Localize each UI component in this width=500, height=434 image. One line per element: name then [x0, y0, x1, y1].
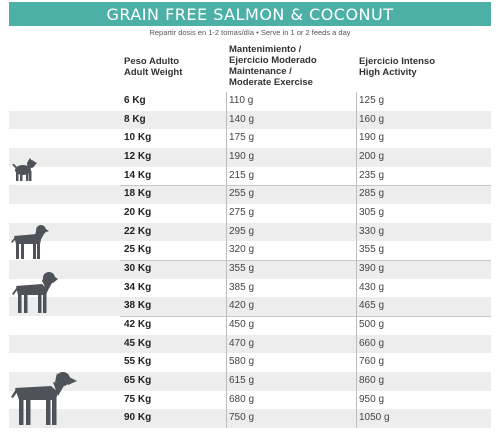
weight-cell: 90 Kg: [124, 412, 152, 424]
header-line: Maintenance /: [229, 66, 292, 77]
maintenance-cell: 255 g: [229, 188, 255, 200]
header-line: Ejercicio Moderado: [229, 55, 317, 66]
group-separator: [120, 316, 491, 317]
giant-dog-icon: [11, 370, 77, 426]
high-activity-cell: 305 g: [359, 206, 385, 218]
table-row: [0, 92, 500, 111]
maintenance-cell: 470 g: [229, 337, 255, 349]
high-activity-cell: 285 g: [359, 188, 385, 200]
weight-cell: 38 Kg: [124, 300, 152, 312]
header-line: Moderate Exercise: [229, 77, 313, 88]
maintenance-cell: 275 g: [229, 206, 255, 218]
table-row: [0, 223, 500, 242]
medium-dog-icon: [11, 222, 49, 260]
high-activity-cell: 125 g: [359, 95, 385, 106]
high-activity-cell: 190 g: [359, 132, 385, 144]
maintenance-cell: 750 g: [229, 412, 255, 424]
small-dog-icon: [12, 158, 38, 182]
maintenance-cell: 580 g: [229, 356, 255, 368]
maintenance-cell: 680 g: [229, 393, 255, 405]
high-activity-cell: 465 g: [359, 300, 385, 312]
maintenance-cell: 615 g: [229, 374, 255, 386]
high-activity-cell: 355 g: [359, 244, 385, 256]
weight-cell: 20 Kg: [124, 206, 152, 218]
high-activity-cell: 330 g: [359, 225, 385, 237]
serving-note: Repartir dosis en 1-2 tomas/día • Serve in 1 or 2 feeds a day: [149, 28, 351, 37]
maintenance-cell: 110 g: [229, 95, 254, 106]
weight-cell: 8 Kg: [124, 113, 146, 125]
weight-cell: 14 Kg: [124, 169, 152, 181]
maintenance-cell: 190 g: [229, 150, 255, 162]
table-row: [0, 241, 500, 260]
high-activity-cell: 390 g: [359, 262, 385, 274]
header-line: Peso Adulto: [124, 56, 180, 67]
high-activity-cell: 430 g: [359, 281, 385, 293]
maintenance-cell: 320 g: [229, 244, 255, 256]
maintenance-cell: 175 g: [229, 132, 255, 144]
table-row: [0, 260, 500, 279]
table-row: [0, 297, 500, 316]
high-activity-cell: 160 g: [359, 113, 385, 125]
group-separator: [120, 185, 491, 186]
weight-cell: 30 Kg: [124, 262, 152, 274]
table-row: [0, 148, 500, 167]
high-activity-cell: 200 g: [359, 150, 385, 162]
table-row: [0, 167, 500, 186]
table-row: [0, 129, 500, 148]
header-line: Ejercicio Intenso: [359, 56, 436, 67]
weight-cell: 18 Kg: [124, 188, 152, 200]
large-dog-icon: [12, 270, 58, 314]
header-high-activity: [359, 56, 435, 78]
high-activity-cell: 950 g: [359, 393, 385, 405]
table-row: [0, 335, 500, 354]
weight-cell: 34 Kg: [124, 281, 152, 293]
maintenance-cell: 385 g: [229, 281, 255, 293]
high-activity-cell: 500 g: [359, 318, 385, 330]
maintenance-cell: 215 g: [229, 169, 255, 181]
page-title: GRAIN FREE SALMON & COCONUT: [106, 4, 394, 24]
weight-cell: 6 Kg: [124, 95, 146, 106]
weight-cell: 25 Kg: [124, 244, 152, 256]
weight-cell: 12 Kg: [124, 150, 152, 162]
header-line: Mantenimiento /: [229, 44, 302, 55]
maintenance-cell: 450 g: [229, 318, 255, 330]
maintenance-cell: 355 g: [229, 262, 255, 274]
weight-cell: 45 Kg: [124, 337, 152, 349]
title-banner: [9, 2, 491, 26]
maintenance-cell: 140 g: [229, 113, 255, 125]
header-line: High Activity: [359, 67, 417, 78]
group-separator: [120, 260, 491, 261]
table-row: [0, 316, 500, 335]
high-activity-cell: 760 g: [359, 356, 385, 368]
weight-cell: 10 Kg: [124, 132, 152, 144]
weight-cell: 22 Kg: [124, 225, 152, 237]
table-row: [0, 185, 500, 204]
maintenance-cell: 295 g: [229, 225, 255, 237]
table-row: [0, 204, 500, 223]
high-activity-cell: 235 g: [359, 169, 385, 181]
header-line: Adult Weight: [124, 67, 183, 78]
high-activity-cell: 660 g: [359, 337, 385, 349]
header-maintenance: [229, 44, 317, 88]
weight-cell: 42 Kg: [124, 318, 152, 330]
header-adult-weight: [124, 56, 182, 78]
weight-cell: 65 Kg: [124, 374, 152, 386]
high-activity-cell: 1050 g: [359, 412, 390, 424]
weight-cell: 55 Kg: [124, 356, 152, 368]
maintenance-cell: 420 g: [229, 300, 255, 312]
weight-cell: 75 Kg: [124, 393, 152, 405]
table-row: [0, 111, 500, 130]
high-activity-cell: 860 g: [359, 374, 385, 386]
table-row: [0, 279, 500, 298]
